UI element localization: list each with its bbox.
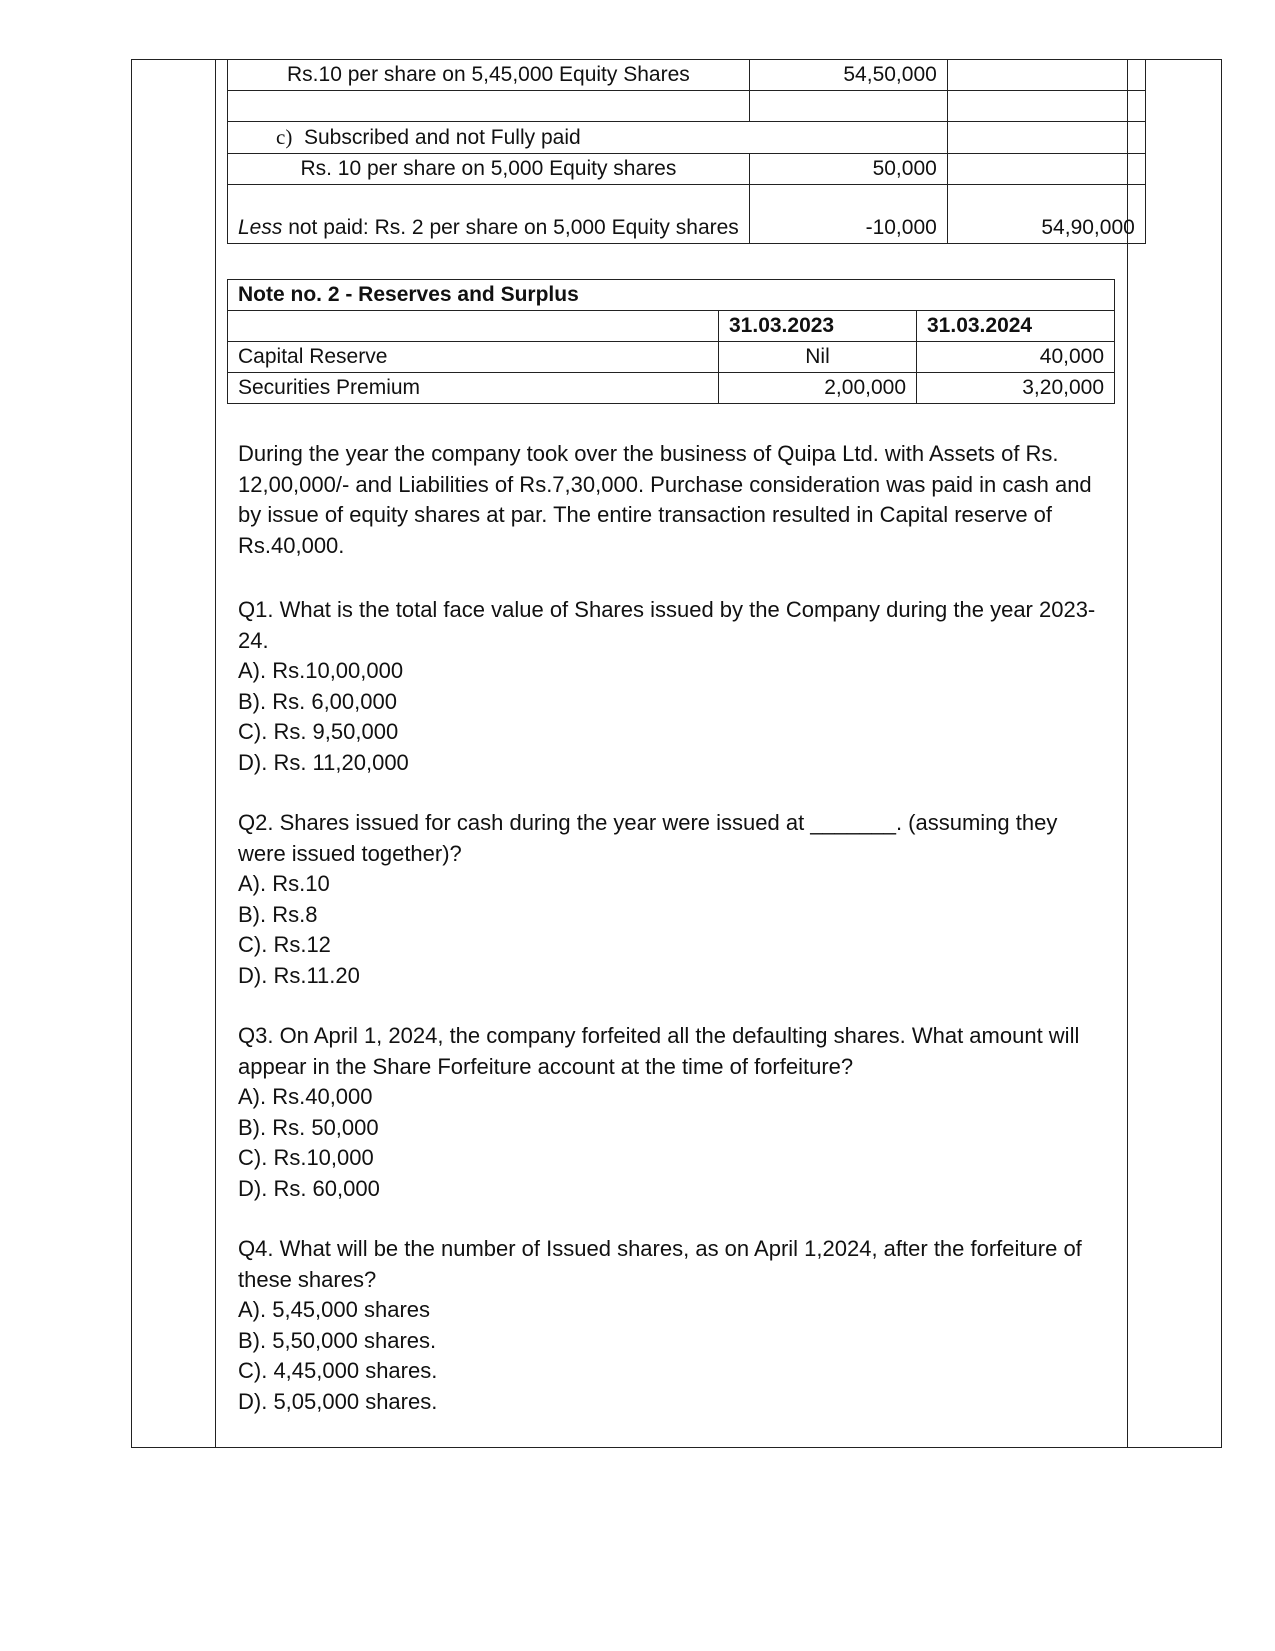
table-row [228, 373, 1115, 404]
option: C). Rs.10,000 [238, 1145, 374, 1170]
reserves-surplus-table [227, 279, 1115, 404]
question-block [238, 808, 1108, 991]
subscribed-heading [228, 122, 948, 154]
empty-cell [228, 311, 719, 342]
empty-cell [947, 91, 1145, 122]
question-block [238, 595, 1108, 778]
row-label: Rs. 10 per share on 5,000 Equity shares [228, 154, 750, 185]
less-word: Less [238, 216, 283, 239]
question-block [238, 1021, 1108, 1204]
option: D). Rs. 11,20,000 [238, 749, 409, 775]
option: C). 4,45,000 shares. [238, 1358, 438, 1383]
question-text: Q1. What is the total face value of Shares issued by the Company during the year 2023-24. [238, 597, 1096, 653]
table-row [228, 122, 1146, 154]
table-row [228, 311, 1115, 342]
subscribed-heading-text: Subscribed and not Fully paid [304, 126, 581, 149]
table-row [228, 91, 1146, 122]
option: D). Rs. 60,000 [238, 1175, 380, 1201]
question-text: Q4. What will be the number of Issued shares, as on April 1,2024, after the forfeiture of these shares? [238, 1236, 1082, 1292]
row-value-2024: 40,000 [917, 342, 1115, 373]
row-amount: -10,000 [749, 185, 947, 244]
case-paragraph [238, 439, 1108, 561]
column-header-2024: 31.03.2024 [917, 311, 1115, 342]
row-value-2023: Nil [719, 342, 917, 373]
subscribed-heading-prefix: c) [276, 125, 293, 149]
question-text: Q3. On April 1, 2024, the company forfeited all the defaulting shares. What amount will appear in the Share Forfeiture account at the time of forfeiture? [238, 1023, 1080, 1079]
table-row [228, 60, 1146, 91]
option: B). Rs. 50,000 [238, 1114, 379, 1140]
row-amount: 54,50,000 [749, 60, 947, 91]
row-label: Capital Reserve [228, 342, 719, 373]
option: A). Rs.10 [238, 871, 330, 896]
option: D). Rs.11.20 [238, 962, 360, 988]
option: A). Rs.40,000 [238, 1084, 373, 1109]
option: D). 5,05,000 shares. [238, 1388, 438, 1414]
column-header-2023: 31.03.2023 [719, 311, 917, 342]
row-total [947, 60, 1145, 91]
option: B). Rs.8 [238, 901, 318, 927]
empty-cell [947, 122, 1145, 154]
table-row [228, 154, 1146, 185]
empty-cell [947, 154, 1145, 185]
table-row [228, 185, 1146, 244]
option: B). 5,50,000 shares. [238, 1327, 437, 1353]
question-text: Q2. Shares issued for cash during the year were issued at _______. (assuming they were issued together)? [238, 810, 1058, 866]
right-margin-rule [1127, 59, 1128, 1447]
share-capital-table [227, 59, 1146, 244]
row-label: Rs.10 per share on 5,45,000 Equity Shares [228, 60, 750, 91]
paragraph-text: During the year the company took over the business of Quipa Ltd. with Assets of Rs. 12,00,000/- and Liabilities of Rs.7,30,000. Purchase consideration was paid in cash and by issue of equity shares at par. The entire transaction resulted in Capital reserve of Rs.40,000. [238, 441, 1092, 558]
less-text: not paid: Rs. 2 per share on 5,000 Equity shares [282, 216, 739, 239]
option: C). Rs. 9,50,000 [238, 719, 399, 744]
note2-title: Note no. 2 - Reserves and Surplus [228, 280, 1115, 311]
table-row [228, 342, 1115, 373]
option: C). Rs.12 [238, 932, 331, 957]
row-total: 54,90,000 [947, 185, 1145, 244]
question-block [238, 1234, 1108, 1417]
table-row [228, 280, 1115, 311]
empty-cell [228, 91, 750, 122]
row-label [228, 185, 750, 244]
row-value-2023: 2,00,000 [719, 373, 917, 404]
option: A). Rs.10,00,000 [238, 658, 404, 683]
left-margin-rule [215, 59, 216, 1447]
row-amount: 50,000 [749, 154, 947, 185]
empty-cell [749, 91, 947, 122]
option: A). 5,45,000 shares [238, 1297, 431, 1322]
row-label: Securities Premium [228, 373, 719, 404]
option: B). Rs. 6,00,000 [238, 688, 397, 714]
row-value-2024: 3,20,000 [917, 373, 1115, 404]
